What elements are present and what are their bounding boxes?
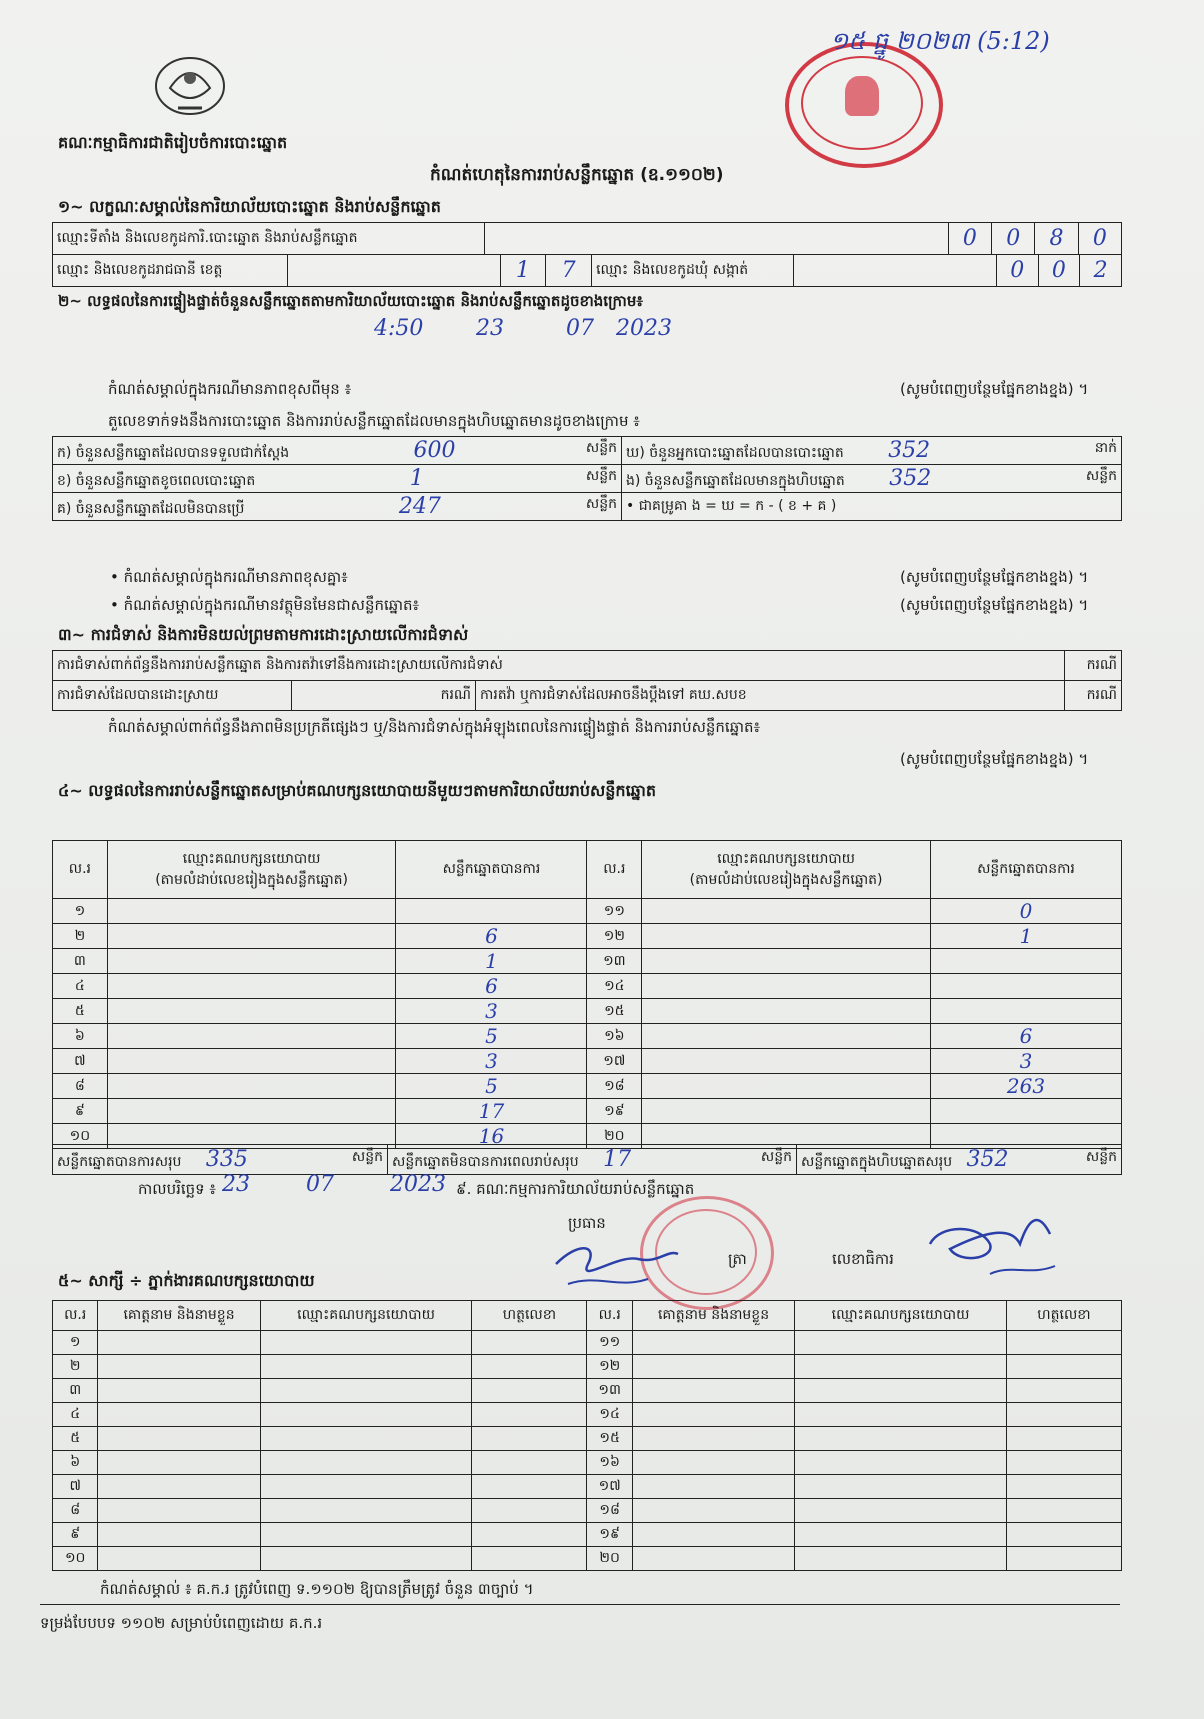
row-no: ១៤ [587, 974, 642, 999]
irregularity-note: កំណត់សម្គាល់ពាក់ព័ន្ធនឹងភាពមិនប្រក្រតីផ្សេងៗ ឬ/និងការជំទាស់ក្នុងអំឡុងពេលនៃការផ្ទៀងផ្ទាត់ និងការរាប់សន្លឹកឆ្នោត៖ [108, 718, 761, 736]
row-votes: 1 [930, 924, 1121, 949]
col-votes-left: សន្លឹកឆ្នោតបានការ [396, 841, 587, 899]
seal-label: ត្រា [728, 1250, 747, 1268]
row-no: ១៥ [587, 1427, 632, 1451]
row-no: ១៧ [587, 1049, 642, 1074]
row-no: ៤ [53, 1403, 98, 1427]
stat-unit: សន្លឹក [585, 439, 617, 456]
row-no: ៥ [53, 999, 108, 1024]
row-votes: 263 [930, 1074, 1121, 1099]
totals-table [52, 1144, 1122, 1175]
row-votes: 17 [396, 1099, 587, 1124]
col-no-right: ល.រ [587, 1301, 632, 1331]
province-code-digit: 1 [500, 255, 546, 287]
col-no-left: ល.រ [53, 1301, 98, 1331]
chair-signature [548, 1234, 688, 1294]
row-no: ១២ [587, 1355, 632, 1379]
table-row [53, 974, 1122, 999]
row-no: ៣ [53, 1379, 98, 1403]
col-sign-left: ហត្ថលេខា [472, 1301, 587, 1331]
verify-year: 2023 [616, 316, 672, 341]
total-box-unit: សន្លឹក [1085, 1148, 1117, 1165]
table-row [53, 1379, 1122, 1403]
date-month: 07 [306, 1172, 334, 1197]
row-no: ៤ [53, 974, 108, 999]
row-no: ១៩ [587, 1523, 632, 1547]
difference-note-hint: (សូមបំពេញបន្ថែមផ្នែកខាងខ្នង) ។ [900, 380, 1089, 398]
stat-unit: សន្លឹក [585, 495, 617, 512]
non-ballot-bullet: • កំណត់សម្គាល់ក្នុងករណីមានវត្ថុមិនមែនជាសន្លឹកឆ្នោត៖ [110, 596, 420, 614]
date-day: 23 [222, 1172, 250, 1197]
province-table [52, 254, 1122, 287]
row-no: ២ [53, 924, 108, 949]
row-no: ៧ [53, 1475, 98, 1499]
total-box-label: សន្លឹកឆ្នោតក្នុងហិបឆ្នោតសរុប [801, 1153, 953, 1170]
table-row [53, 1074, 1122, 1099]
row-votes [930, 999, 1121, 1024]
appeal-label: ការតវ៉ា ឬការជំទាស់ដែលអាចនឹងប្តឹងទៅ គឃ.សបខ [476, 681, 1065, 711]
date-year: 2023 [390, 1172, 446, 1197]
row-votes: 6 [930, 1024, 1121, 1049]
row-no: ១៣ [587, 1379, 632, 1403]
difference-bullet: • កំណត់សម្គាល់ក្នុងករណីមានភាពខុសគ្នា៖ [110, 568, 348, 586]
stat-spoiled-label: ខ) ចំនួនសន្លឹកឆ្នោតខូចពេលបោះឆ្នោត [57, 472, 256, 489]
col-party-sub-right: (តាមលំដាប់លេខរៀងក្នុងសន្លឹកឆ្នោត) [689, 871, 883, 888]
row-no: ១៨ [587, 1499, 632, 1523]
table-row [53, 1403, 1122, 1427]
stat-formula: • ជាគម្រូគា ង = ឃ = ក - ( ខ + គ ) [622, 493, 1122, 521]
stat-voters-value: 352 [888, 437, 931, 463]
row-no: ៩ [53, 1523, 98, 1547]
row-votes: 5 [396, 1024, 587, 1049]
row-votes: 1 [396, 949, 587, 974]
non-ballot-bullet-hint: (សូមបំពេញបន្ថែមផ្នែកខាងខ្នង) ។ [900, 596, 1089, 614]
col-votes-right: សន្លឹកឆ្នោតបានការ [930, 841, 1121, 899]
commune-label: ឈ្មោះ និងលេខកូដឃុំ សង្កាត់ [592, 255, 794, 287]
table-row [53, 999, 1122, 1024]
stat-spoiled-value: 1 [409, 465, 424, 491]
row-no: ៣ [53, 949, 108, 974]
col-party-left: ឈ្មោះគណបក្សនយោបាយ [182, 850, 321, 867]
location-code-digit: 8 [1035, 223, 1078, 255]
location-code-digit: 0 [992, 223, 1035, 255]
total-invalid-unit: សន្លឹក [760, 1148, 792, 1165]
row-no: ៨ [53, 1499, 98, 1523]
row-no: ១៣ [587, 949, 642, 974]
stats-table [52, 436, 1122, 521]
row-votes: 5 [396, 1074, 587, 1099]
form-version-note: ទម្រង់បែបបទ ១១០២ សម្រាប់បំពេញដោយ គ.ក.រ [40, 1614, 323, 1632]
secretary-label: លេខាធិការ [832, 1250, 894, 1268]
footnote: កំណត់សម្គាល់ ៖ គ.ក.រ ត្រូវបំពេញ ទ.១១០២ ឱ្យបានត្រឹមត្រូវ ចំនួន ៣ច្បាប់ ។ [100, 1580, 534, 1598]
chair-label: ប្រធាន [568, 1214, 606, 1232]
col-no-left: ល.រ [53, 841, 108, 899]
row-no: ២ [53, 1355, 98, 1379]
commune-code-digit: 0 [996, 255, 1038, 287]
row-no: ២០ [587, 1124, 642, 1149]
row-no: ១០ [53, 1124, 108, 1149]
table-row [53, 1024, 1122, 1049]
col-party-sub-left: (តាមលំដាប់លេខរៀងក្នុងសន្លឹកឆ្នោត) [155, 871, 349, 888]
section4-heading: ៤~ លទ្ធផលនៃការរាប់សន្លឹកឆ្នោតសម្រាប់គណបក្សនយោបាយនីមួយៗតាមការិយាល័យរាប់សន្លឹកឆ្នោត [58, 781, 657, 800]
row-votes [930, 974, 1121, 999]
location-table [52, 222, 1122, 255]
appeal-case-label: ករណី [1064, 681, 1121, 711]
total-box-value: 352 [966, 1146, 1009, 1172]
row-no: ១៨ [587, 1074, 642, 1099]
row-votes: 6 [396, 974, 587, 999]
row-no: ៧ [53, 1049, 108, 1074]
section3-heading: ៣~ ការជំទាស់ និងការមិនយល់ព្រមតាមការដោះស្រាយលើការជំទាស់ [58, 625, 469, 644]
row-no: ៦ [53, 1024, 108, 1049]
resolved-label: ការជំទាស់ដែលបានដោះស្រាយ [53, 681, 292, 711]
row-no: ១ [53, 1331, 98, 1355]
row-votes: 3 [396, 1049, 587, 1074]
section1-heading: ១~ លក្ខណៈសម្គាល់នៃការិយាល័យបោះឆ្នោត និងរាប់សន្លឹកឆ្នោត [58, 197, 441, 216]
table-row [53, 1355, 1122, 1379]
table-row [53, 1049, 1122, 1074]
table-row [53, 1475, 1122, 1499]
date-label: កាលបរិច្ឆេទ ៖ [138, 1180, 217, 1198]
stat-unit: សន្លឹក [1085, 467, 1117, 484]
total-valid-label: សន្លឹកឆ្នោតបានការសរុប [57, 1153, 182, 1170]
table-row [53, 1547, 1122, 1571]
row-no: ៥ [53, 1427, 98, 1451]
col-no-right: ល.រ [587, 841, 642, 899]
col-name-right: គោត្តនាម និងនាមខ្លួន [632, 1301, 794, 1331]
difference-note-label: កំណត់សម្គាល់ក្នុងករណីមានភាពខុសពីមុន ៖ [108, 380, 352, 398]
row-votes [930, 1099, 1121, 1124]
row-no: ៩ [53, 1099, 108, 1124]
col-party-right: ឈ្មោះគណបក្សនយោបាយ [795, 1301, 1007, 1331]
row-no: ២០ [587, 1547, 632, 1571]
row-no: ១០ [53, 1547, 98, 1571]
row-no: ១៥ [587, 999, 642, 1024]
row-no: ៨ [53, 1074, 108, 1099]
stats-intro: តួលេខទាក់ទងនឹងការបោះឆ្នោត និងការរាប់សន្លឹកឆ្នោតដែលមានក្នុងហិបឆ្នោតមានដូចខាងក្រោម ៖ [108, 412, 640, 430]
row-votes [930, 949, 1121, 974]
row-votes: 3 [930, 1049, 1121, 1074]
location-code-digit: 0 [1078, 223, 1121, 255]
stat-received-value: 600 [413, 437, 456, 463]
stat-unit: សន្លឹក [585, 467, 617, 484]
stat-in-box-value: 352 [889, 465, 932, 491]
col-name-left: គោត្តនាម និងនាមខ្លួន [98, 1301, 260, 1331]
difference-bullet-hint: (សូមបំពេញបន្ថែមផ្នែកខាងខ្នង) ។ [900, 568, 1089, 586]
table-row [53, 1099, 1122, 1124]
table-row [53, 1451, 1122, 1475]
row-no: ១៦ [587, 1024, 642, 1049]
total-invalid-value: 17 [603, 1146, 632, 1172]
row-no: ១២ [587, 924, 642, 949]
objections-table [52, 650, 1122, 711]
row-votes [396, 899, 587, 924]
stat-unused-label: គ) ចំនួនសន្លឹកឆ្នោតដែលមិនបានប្រើ [57, 500, 245, 517]
row-votes: 3 [396, 999, 587, 1024]
secretary-signature [920, 1204, 1070, 1284]
witness-table [52, 1300, 1122, 1571]
stat-unused-value: 247 [398, 493, 441, 519]
verify-month: 07 [566, 316, 594, 341]
table-row [53, 899, 1122, 924]
row-votes: 0 [930, 899, 1121, 924]
section5-heading: ៥~ សាក្សី ÷ ភ្នាក់ងារគណបក្សនយោបាយ [58, 1271, 315, 1290]
row-no: ១១ [587, 1331, 632, 1355]
table-row [53, 1523, 1122, 1547]
row-no: ១៩ [587, 1099, 642, 1124]
col-sign-right: ហត្ថលេខា [1006, 1301, 1121, 1331]
row-no: ១៦ [587, 1451, 632, 1475]
verify-day: 23 [476, 316, 504, 341]
stat-voters-label: ឃ) ចំនួនអ្នកបោះឆ្នោតដែលបានបោះឆ្នោត [626, 444, 844, 461]
total-invalid-label: សន្លឹកឆ្នោតមិនបានការពេលរាប់សរុប [392, 1153, 579, 1170]
table-row [53, 949, 1122, 974]
resolved-case-label: ករណី [292, 681, 476, 711]
committee-label: ៩. គណៈកម្មការការិយាល័យរាប់សន្លឹកឆ្នោត [456, 1180, 695, 1198]
total-valid-value: 335 [205, 1146, 248, 1172]
row-votes: 16 [396, 1124, 587, 1149]
row-votes: 6 [396, 924, 587, 949]
irregularity-note-hint: (សូមបំពេញបន្ថែមផ្នែកខាងខ្នង) ។ [900, 750, 1089, 768]
stat-received-label: ក) ចំនួនសន្លឹកឆ្នោតដែលបានទទួលជាក់ស្តែង [57, 444, 290, 461]
commune-code-digit: 0 [1038, 255, 1080, 287]
objection-case-label: ករណី [1064, 651, 1121, 681]
table-row [53, 924, 1122, 949]
col-party-left: ឈ្មោះគណបក្សនយោបាយ [260, 1301, 472, 1331]
party-results-table [52, 840, 1122, 1149]
national-emblem [150, 48, 230, 120]
row-no: ១ [53, 899, 108, 924]
stat-in-box-label: ង) ចំនួនសន្លឹកឆ្នោតដែលមានក្នុងហិបឆ្នោត [626, 472, 845, 489]
form-title: កំណត់ហេតុនៃការរាប់សន្លឹកឆ្នោត (ឧ.១១០២) [430, 165, 724, 185]
location-label: ឈ្មោះទីតាំង និងលេខកូដការិ.បោះឆ្នោត និងរាប់សន្លឹកឆ្នោត [53, 223, 485, 255]
row-no: ៦ [53, 1451, 98, 1475]
location-code-digit: 0 [948, 223, 991, 255]
org-name: គណៈកម្មាធិការជាតិរៀបចំការបោះឆ្នោត [58, 133, 288, 152]
table-row [53, 1427, 1122, 1451]
row-no: ១១ [587, 899, 642, 924]
stat-voters-unit: នាក់ [1094, 439, 1117, 456]
province-code-digit: 7 [546, 255, 592, 287]
top-handwritten-note: ១៥ ធ្នូ ២០២៣ (5:12) [830, 27, 1050, 55]
row-no: ១៤ [587, 1403, 632, 1427]
section2-heading: ២~ លទ្ធផលនៃការផ្ទៀងផ្ទាត់ចំនួនសន្លឹកឆ្នោតតាមការិយាល័យបោះឆ្នោត និងរាប់សន្លឹកឆ្នោតដូចខាងក្រោម៖ [58, 292, 643, 310]
province-label: ឈ្មោះ និងលេខកូដរាជធានី ខេត្ត [53, 255, 288, 287]
verify-time: 4:50 [374, 316, 424, 341]
total-valid-unit: សន្លឹក [351, 1148, 383, 1165]
row-no: ១៧ [587, 1475, 632, 1499]
table-row [53, 1331, 1122, 1355]
col-party-right: ឈ្មោះគណបក្សនយោបាយ [717, 850, 855, 867]
table-row [53, 1499, 1122, 1523]
commune-code-digit: 2 [1080, 255, 1122, 287]
objection-label: ការជំទាស់ពាក់ព័ន្ធនឹងការរាប់សន្លឹកឆ្នោត និងការតវ៉ាទៅនឹងការដោះស្រាយលើការជំទាស់ [53, 651, 1065, 681]
